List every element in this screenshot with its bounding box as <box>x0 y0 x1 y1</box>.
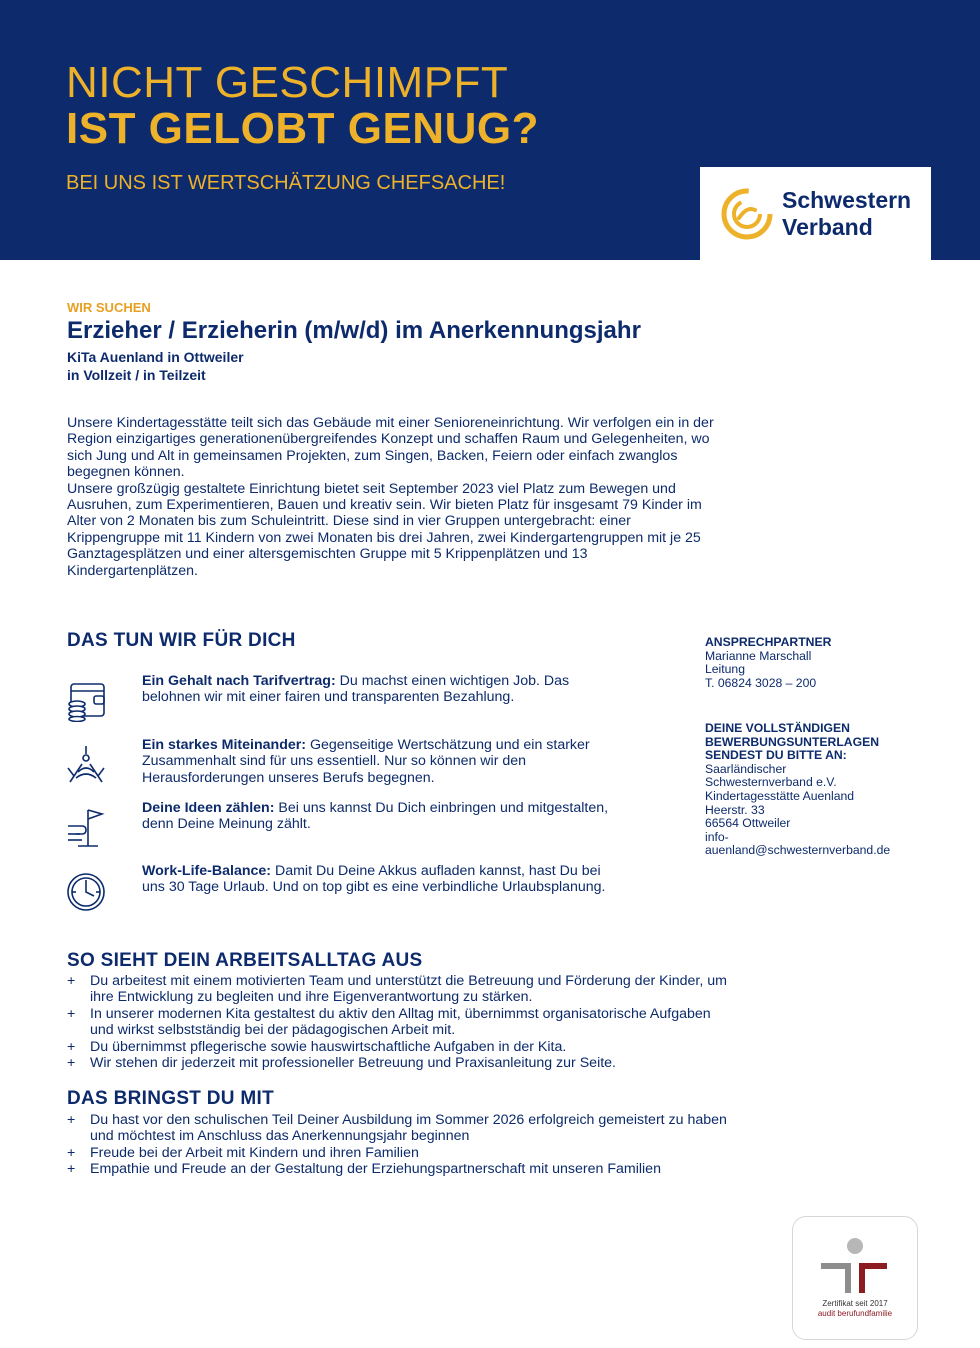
benefit-wlb-title: Work-Life-Balance: <box>142 863 272 879</box>
clock-balance-icon <box>64 870 108 914</box>
schwesternverband-logo[interactable] <box>700 167 931 260</box>
application-label-1: DEINE VOLLSTÄNDIGEN <box>705 721 850 735</box>
list-item-text: Du arbeitest mit einem motivierten Team und unterstützt die Betreuung und Förderung der Kinder, um ihre Entwicklung zu begleiten und ihre Eigenverantwortung zu stärken. <box>90 973 727 1006</box>
benefits-heading: DAS TUN WIR FÜR DICH <box>67 630 296 651</box>
application-org-3: Kindertagesstätte Auenland <box>705 788 855 803</box>
application-city: 66564 Ottweiler <box>705 816 791 831</box>
benefit-teamwork <box>142 737 622 786</box>
list-item <box>67 1055 727 1071</box>
plus-bullet: + <box>67 1055 76 1072</box>
benefit-salary-text: Du machst einen wichtigen Job. Das belohnen wir mit einer fairen und transparenten Bezahlung. <box>142 673 570 706</box>
logo-word-1: Schwestern <box>782 187 912 213</box>
contact-label: ANSPRECHPARTNER <box>705 635 832 649</box>
list-item <box>67 1145 727 1161</box>
list-item <box>67 1006 727 1039</box>
list-item <box>67 1112 727 1145</box>
intro-paragraph-1: Unsere Kindertagesstätte teilt sich das Gebäude mit einer Senioreneinrichtung. Wir verfolgen ein in der Region einzigartiges generationenübergreifendes Konzept und schaffen Raum und Gelegenheiten, wo sich Jung und Alt in gemeinsamen Projekten, zum Singen, Backen, Feiern oder einfach zwanglos begegnen können. <box>67 415 714 481</box>
requirements-heading: DAS BRINGST DU MIT <box>67 1088 275 1109</box>
plus-bullet: + <box>67 973 76 989</box>
list-item-text: Wir stehen dir jederzeit mit professioneller Betreuung und Praxisanleitung zur Seite. <box>90 1055 616 1072</box>
headline-tagline: BEI UNS IST WERTSCHÄTZUNG CHEFSACHE! <box>66 172 506 194</box>
header-banner <box>0 0 980 260</box>
job-kicker: WIR SUCHEN <box>67 300 151 315</box>
job-title: Erzieher / Erzieherin (m/w/d) im Anerkennungsjahr <box>67 317 641 344</box>
application-block <box>705 722 920 858</box>
hand-idea-flag-icon <box>64 806 108 850</box>
list-item-text: Empathie und Freude an der Gestaltung der Erziehungspartnerschaft mit unseren Familien <box>90 1161 661 1178</box>
plus-bullet: + <box>67 1161 76 1178</box>
plus-bullet: + <box>67 1144 76 1161</box>
list-item-text: In unserer modernen Kita gestaltest du aktiv den Alltag mit, übernimmst organisatorische Aufgaben und wirkst selbstständig bei der pädagogischen Arbeit mit. <box>90 1005 711 1039</box>
contact-role: Leitung <box>705 662 745 677</box>
list-item <box>67 973 727 1006</box>
contact-block <box>705 636 920 690</box>
intro-text <box>67 415 717 579</box>
plus-bullet: + <box>67 1112 76 1128</box>
certificate-since: Zertifikat seit 2017 <box>822 1299 888 1308</box>
application-label-2: BEWERBUNGSUNTERLAGEN <box>705 734 880 749</box>
certificate-audit: audit berufundfamilie <box>817 1309 893 1318</box>
contact-phone[interactable]: T. 06824 3028 – 200 <box>705 675 817 690</box>
contact-name: Marianne Marschall <box>705 648 812 663</box>
schwesternverband-logo-icon <box>720 187 774 241</box>
wallet-coins-icon <box>64 678 108 722</box>
headline-line-1: NICHT GESCHIMPFT <box>66 58 509 107</box>
application-street: Heerstr. 33 <box>705 802 765 817</box>
list-item-text: Freude bei der Arbeit mit Kindern und ihren Familien <box>90 1144 419 1161</box>
benefit-salary-title: Ein Gehalt nach Tarifvertrag: <box>142 673 336 689</box>
list-item-text: Du übernimmst pflegerische sowie hauswirtschaftliche Aufgaben in der Kita. <box>90 1038 567 1055</box>
job-location: KiTa Auenland in Ottweiler <box>67 349 244 365</box>
plus-bullet: + <box>67 1005 76 1022</box>
daily-work-heading: SO SIEHT DEIN ARBEITSALLTAG AUS <box>67 950 423 971</box>
audit-certificate-badge <box>792 1216 918 1340</box>
daily-work-list <box>67 973 727 1071</box>
benefit-work-life-balance <box>142 863 622 896</box>
application-label-3: SENDEST DU BITTE AN: <box>705 748 847 763</box>
benefit-teamwork-text: Gegenseitige Wertschätzung und ein starker Zusammenhalt sind für uns essentiell. Nur so können wir den Herausforderungen unseres Berufs begegnen. <box>142 737 590 786</box>
benefit-ideas-title: Deine Ideen zählen: <box>142 800 275 816</box>
application-email-2[interactable]: auenland@schwesternverband.de <box>705 843 891 858</box>
requirements-list <box>67 1112 727 1178</box>
application-org-2: Schwesternverband e.V. <box>705 775 837 790</box>
application-org-1: Saarländischer <box>705 761 787 776</box>
headline-line-2: IST GELOBT GENUG? <box>66 104 539 153</box>
benefit-teamwork-title: Ein starkes Miteinander: <box>142 737 306 753</box>
list-item <box>67 1161 727 1177</box>
list-item-text: Du hast vor den schulischen Teil Deiner Ausbildung im Sommer 2026 erfolgreich gemeistert zu haben und möchtest im Anschluss das Anerkennungsjahr beginnen <box>90 1112 727 1145</box>
job-hours: in Vollzeit / in Teilzeit <box>67 367 206 383</box>
application-email-1[interactable]: info- <box>705 829 729 844</box>
benefit-wlb-text: Damit Du Deine Akkus aufladen kannst, hast Du bei uns 30 Tage Urlaub. Und on top gibt es eine verbindliche Urlaubsplanung. <box>142 863 606 896</box>
plus-bullet: + <box>67 1038 76 1055</box>
benefit-ideas-text: Bei uns kannst Du Dich einbringen und mitgestalten, denn Deine Meinung zählt. <box>142 800 609 833</box>
joined-hands-icon <box>64 742 108 786</box>
list-item <box>67 1039 727 1055</box>
logo-wordmark <box>782 187 911 241</box>
benefit-ideas <box>142 800 622 833</box>
logo-word-2: Verband <box>782 214 873 240</box>
berufundfamilie-logo-icon <box>793 1217 917 1297</box>
intro-paragraph-2: Unsere großzügig gestaltete Einrichtung bietet seit September 2023 viel Platz zum Bewegen und Ausruhen, zum Experimentieren, Bauen und kreativ sein. Wir bieten Platz für insgesamt 79 Kinder im Alter von 2 Monaten bis zum Schuleintritt. Diese sind in vier Gruppen untergebracht: einer Krippengruppe mit 11 Kindern von zwei Monaten bis drei Jahren, zwei Kindergartengruppen mit je 25 Ganztagesplätzen und einer altersgemischten Gruppe mit 5 Krippenplätzen und 13 Kindergartenplätzen. <box>67 480 702 579</box>
benefit-salary <box>142 673 622 706</box>
